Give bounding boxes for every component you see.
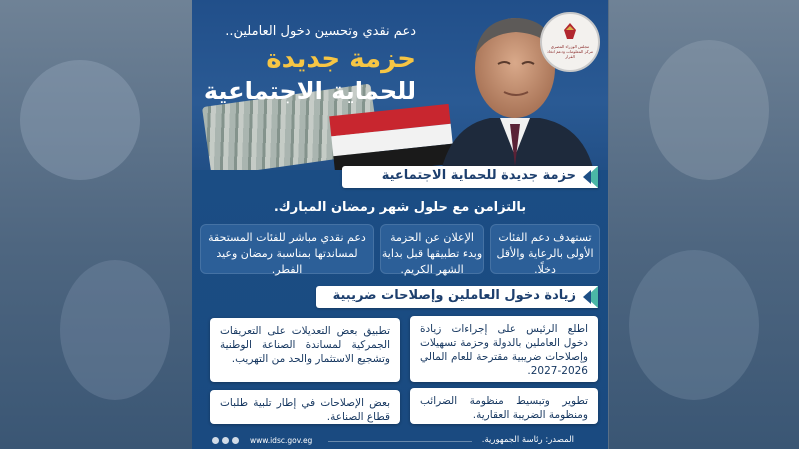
section-header-income-tax [316,286,598,308]
info-card: اطلع الرئيس على إجراءات زيادة دخول العاملين بالدولة وحزمة تسهيلات وإصلاحات ضريبية مقترحة للعام المالي 2026-2027. [410,316,598,382]
hero-headline-white: للحماية الاجتماعية [203,77,416,105]
idsc-logo [540,12,600,72]
website-url[interactable]: www.idsc.gov.eg [250,436,313,445]
chevron-inner-icon [583,290,591,304]
infographic-panel [192,0,608,449]
background-blur-shape [20,60,140,180]
info-card: تطبيق بعض التعديلات على التعريفات الجمركية لمساندة الصناعة الوطنية وتشجيع الاستثمار والحد من التهريب. [210,318,400,382]
background-blur-shape [60,260,170,400]
source-credit: المصدر: رئاسة الجمهورية. [481,435,574,445]
info-card: دعم نقدي مباشر للفئات المستحقة لمساندتها بمناسبة رمضان وعيد الفطر. [200,224,374,274]
footer-divider [328,441,472,442]
blurred-background-left [0,0,192,449]
footer [208,433,592,449]
hero-banner [192,0,608,170]
info-card: بعض الإصلاحات في إطار تلبية طلبات قطاع الصناعة. [210,390,400,424]
section-title: حزمة جديدة للحماية الاجتماعية [381,168,576,183]
background-blur-shape [649,40,769,180]
hero-headline-gold: حزمة جديدة [266,44,416,74]
info-card: تستهدف دعم الفئات الأولى بالرعاية والأقل دخلًا. [490,224,600,274]
youtube-icon[interactable] [232,437,239,444]
section-tagline: بالتزامن مع حلول شهر رمضان المبارك. [273,200,527,215]
chevron-inner-icon [583,170,591,184]
facebook-icon[interactable] [212,437,219,444]
blurred-background-right [609,0,799,449]
logo-text: مجلس الوزراء المصري مركز المعلومات ودعم اتخاذ القرار [547,44,593,59]
section-title: زيادة دخول العاملين وإصلاحات ضريبية [332,288,576,303]
info-card: تطوير وتبسيط منظومة الضرائب ومنظومة الضريبة العقارية. [410,388,598,424]
section-header-social-protection [342,166,598,188]
hero-subtitle: دعم نقدي وتحسين دخول العاملين.. [225,24,416,39]
twitter-icon[interactable] [222,437,229,444]
eagle-emblem-icon [561,22,579,40]
background-blur-shape [629,250,759,400]
info-card: الإعلان عن الحزمة وبدء تطبيقها قبل بداية الشهر الكريم. [380,224,484,274]
